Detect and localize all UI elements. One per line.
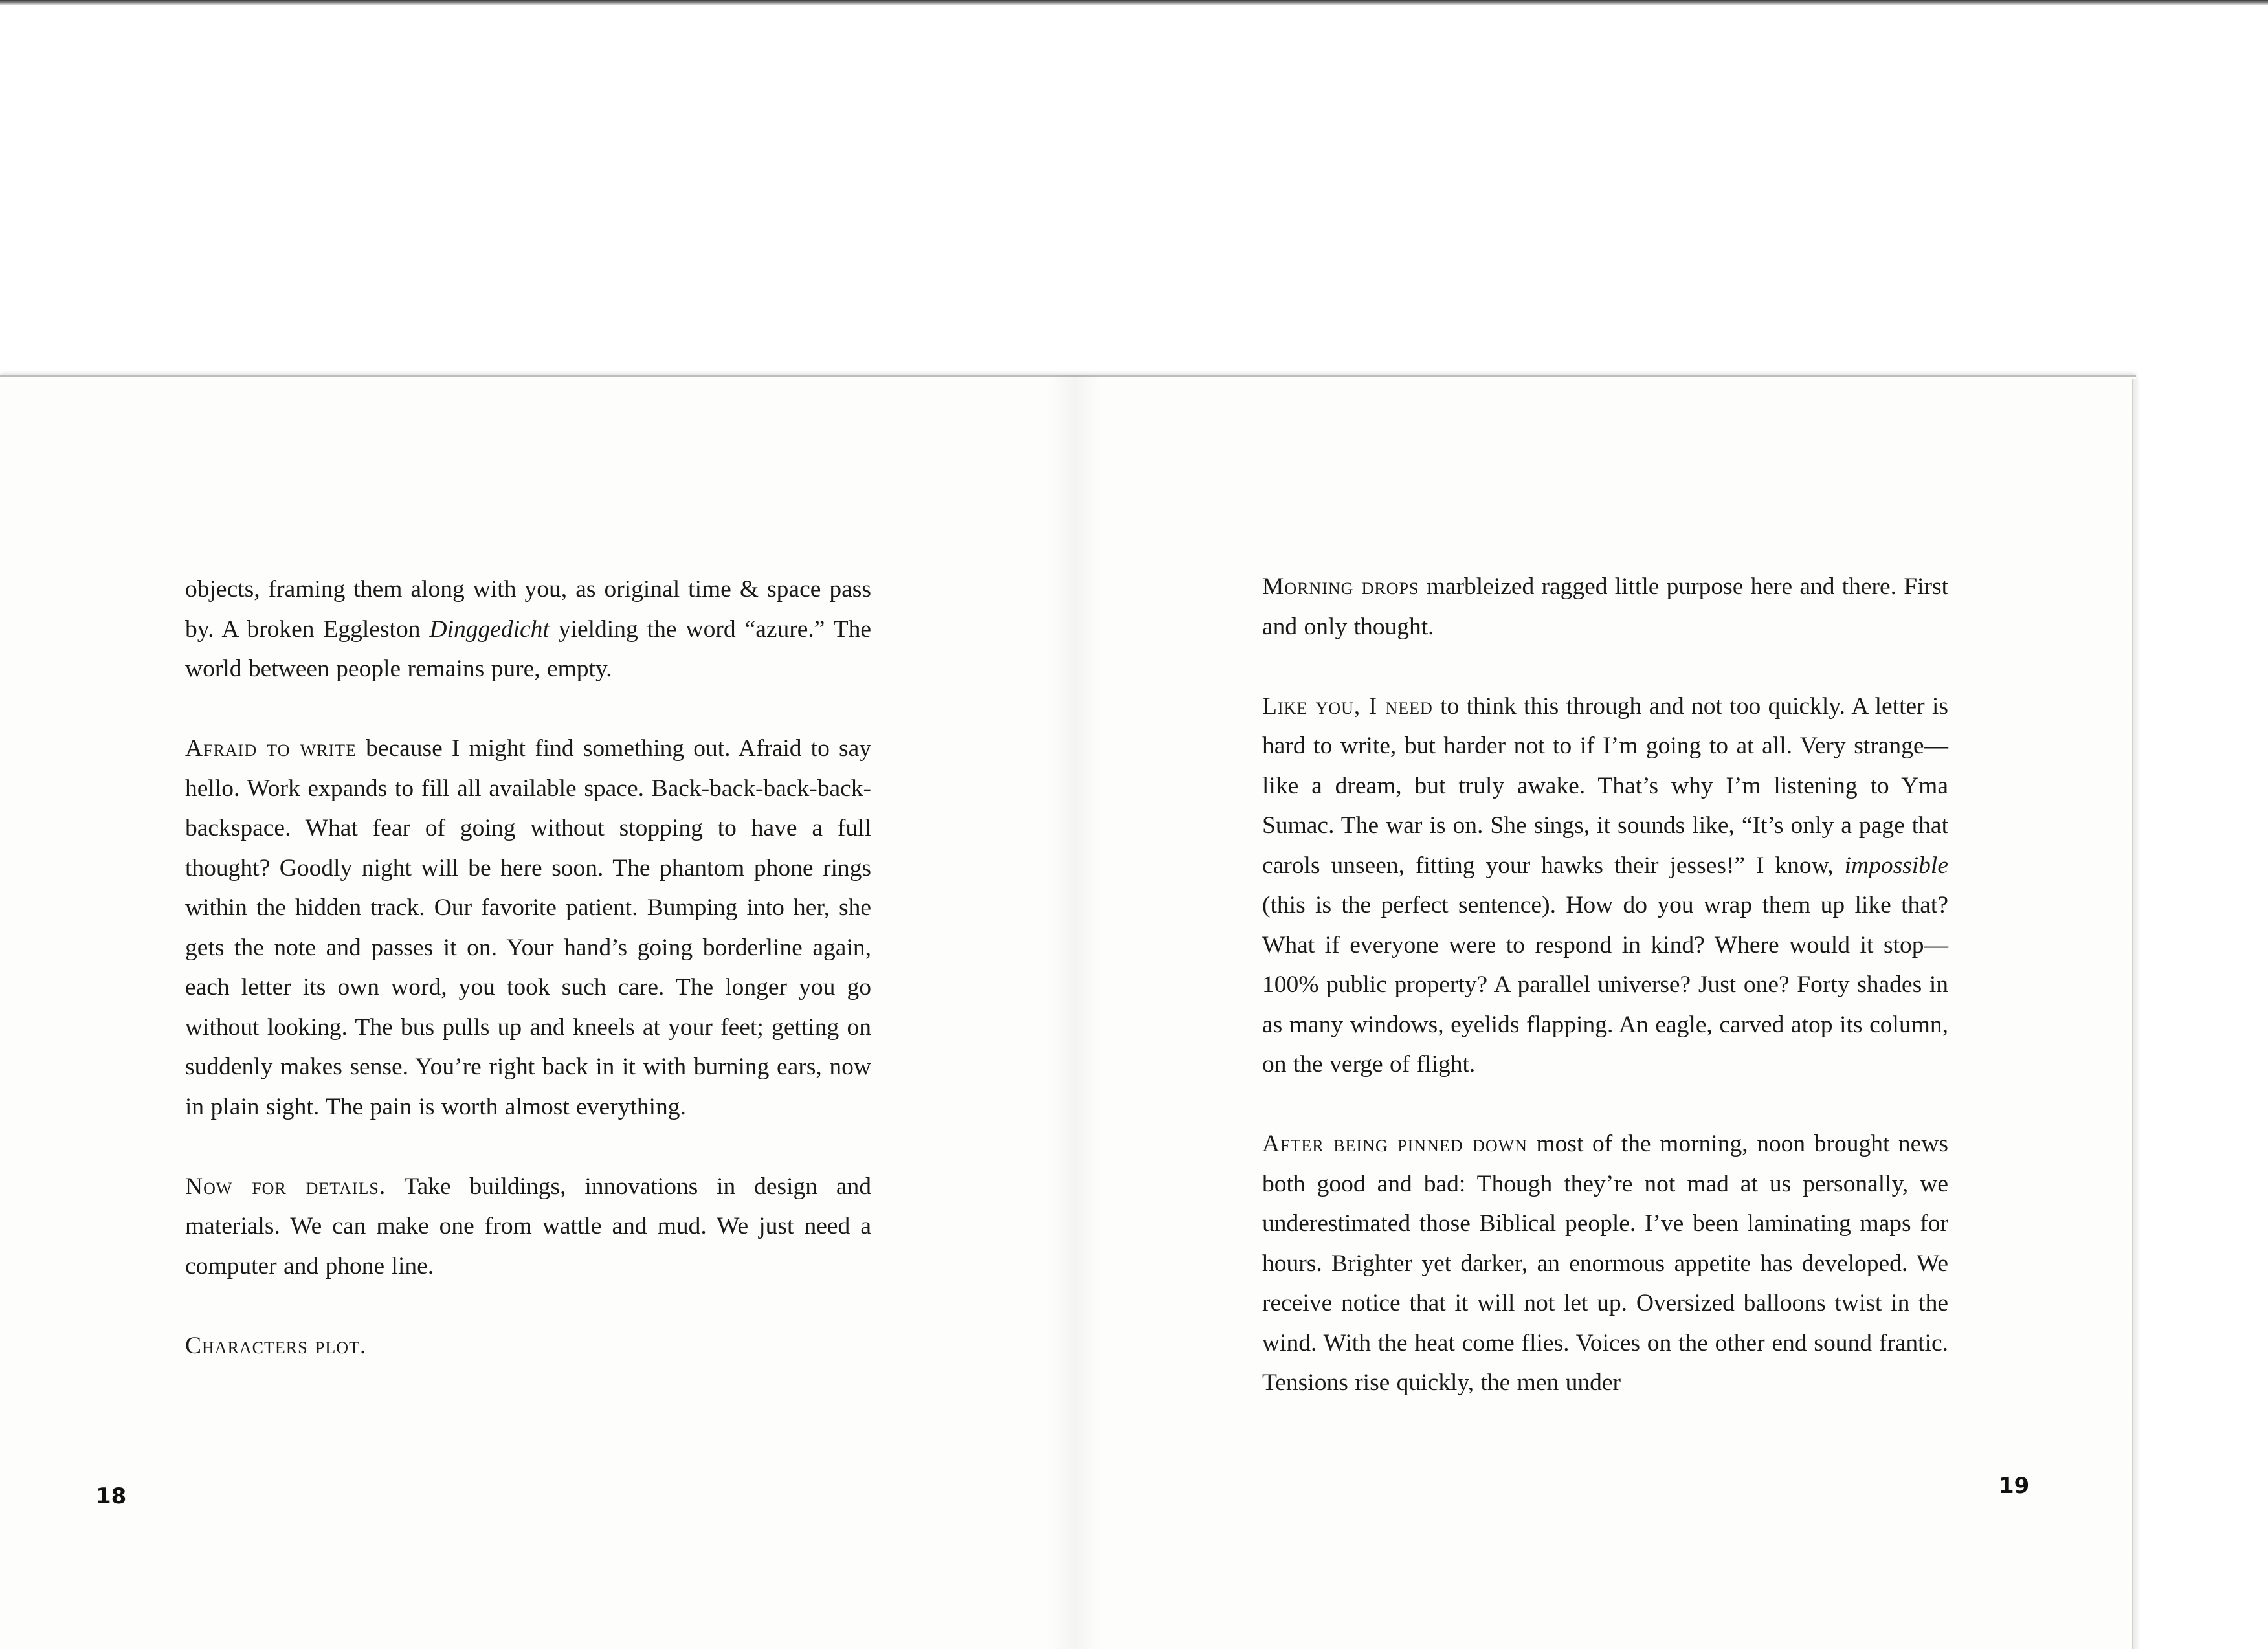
paragraph-lead: Now for details.	[185, 1173, 386, 1200]
page-edge	[2132, 379, 2140, 1649]
paragraph-lead: Characters plot.	[185, 1332, 367, 1359]
left-page	[185, 570, 871, 1406]
right-page	[1262, 567, 1948, 1443]
paragraph-text-italic: impossible	[1844, 852, 1948, 879]
paragraph-text-italic: Dinggedicht	[429, 615, 550, 643]
book-gutter	[1049, 375, 1100, 1649]
paragraph	[185, 729, 871, 1127]
paragraph-text: marbleized ragged little purpose here and there. First and only thought.	[1262, 573, 1949, 640]
paragraph-text: objects, framing them along with you, as original time & space pass by. A broken Eggleston	[185, 576, 871, 643]
paragraph-text: Take buildings, innovations in design and materials. We can make one from wattle and mud. We just need a computer and phone line.	[185, 1173, 871, 1279]
paragraph-text: to think this through and not too quickly. A letter is hard to write, but harder not to if I’m going to at all. Very strange—like a dream, but truly awake. That’s why I’m listening to Yma Sumac. The war is on. She sings, it sounds like, “It’s only a page that carols unseen, fitting your hawks their jesses!” I know,	[1262, 692, 1949, 879]
paragraph-lead: Like you, I need	[1262, 692, 1433, 720]
paragraph-lead: After being pinned down	[1262, 1131, 1528, 1157]
paragraph-text: yielding the word “azure.” The world between people remains pure, empty.	[185, 615, 871, 682]
paragraph-text: most of the morning, noon brought news both good and bad: Though they’re not mad at us personally, we underestimated those Biblical people. I’ve been laminating maps for hours. Brighter yet darker, an enormous appetite has developed. We receive notice that it will not let up. Oversized balloons twist in the wind. With the heat come flies. Voices on the other end sound frantic. Tensions rise quickly, the men under	[1262, 1131, 1948, 1396]
paragraph-text: (this is the perfect sentence). How do you wrap them up like that? What if everyone were to respond in kind? Where would it stop—100% public property? A parallel universe? Just one? Forty shades in as many windows, eyelids flapping. An eagle, carved atop its column, on the verge of flight.	[1262, 892, 1948, 1078]
paragraph	[1262, 1124, 1948, 1403]
paragraph-text: because I might find something out. Afraid to say hello. Work expands to fill all available space. Back-back-back-back-backspace. What fear of going without stopping to have a full thought? Goodly night will be here soon. The phantom phone rings within the hidden track. Our favorite patient. Bumping into her, she gets the note and passes it on. Your hand’s going borderline again, each letter its own word, you took such care. The longer you go without looking. The bus pulls up and kneels at your feet; getting on suddenly makes sense. You’re right back in it with burning ears, now in plain sight. The pain is worth almost everything.	[185, 735, 871, 1120]
page-number-right: 19	[1999, 1473, 2030, 1499]
paragraph	[185, 1167, 871, 1287]
page-number-left: 18	[96, 1483, 127, 1509]
scanner-top-edge	[0, 0, 2268, 5]
paragraph	[1262, 567, 1948, 647]
paragraph-lead: Morning drops	[1262, 573, 1419, 600]
paragraph	[185, 570, 871, 689]
paragraph	[1262, 687, 1948, 1085]
paragraph	[185, 1326, 871, 1366]
paragraph-lead: Afraid to write	[185, 735, 357, 762]
